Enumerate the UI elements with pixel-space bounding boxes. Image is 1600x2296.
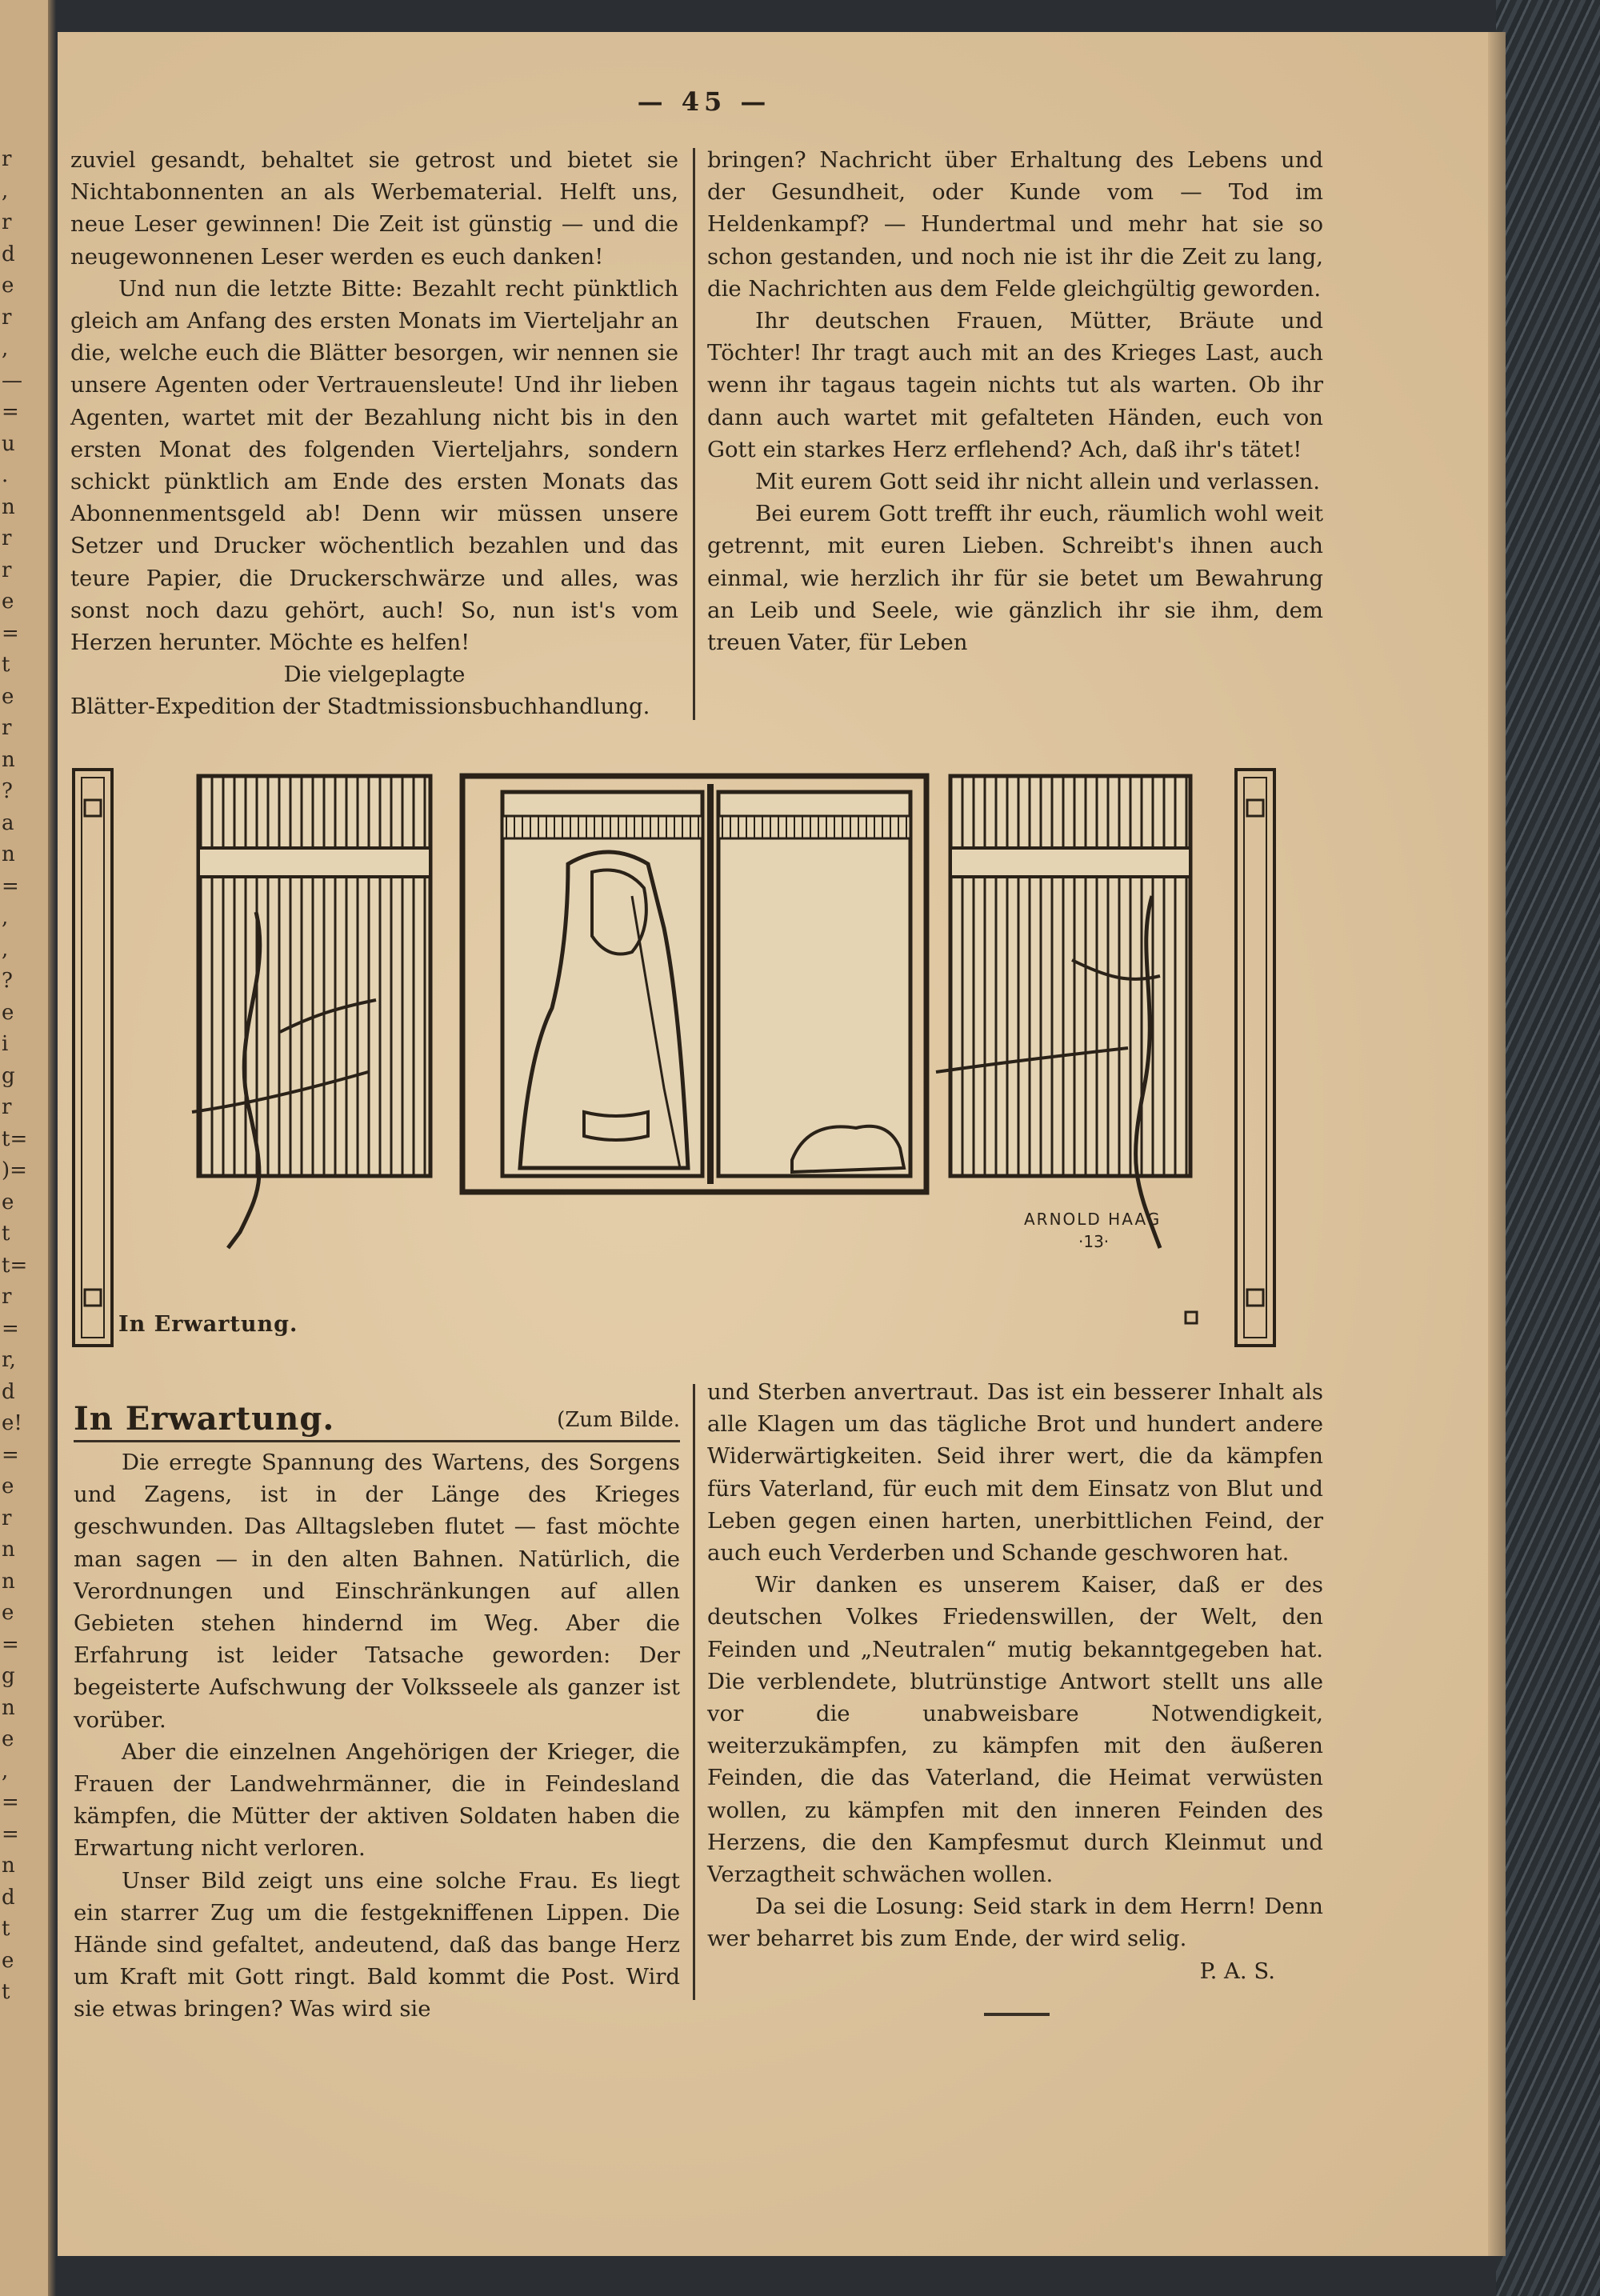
page-number: — 45 —: [637, 86, 771, 117]
column-rule: [693, 148, 695, 720]
paragraph: bringen? Nachricht über Erhaltung des Lebens und der Gesundheit, oder Kunde vom — Tod im Heldenkampf? — Hundertmal und mehr hat sie so schon gestanden, und noch nie ist ihr die Zeit zu lang, die Nachrichten aus dem Felde gleichgültig geworden.: [707, 147, 1323, 302]
window-scene-drawing: [72, 768, 1320, 1352]
author-initials: P. A. S.: [1199, 1958, 1275, 1984]
signature-line-2: Blätter-Expedition der Stadtmissionsbuchhandlung.: [70, 694, 650, 720]
article-header: [74, 1400, 680, 1442]
illustration-caption: In Erwartung.: [118, 1312, 298, 1337]
left-shutter: [192, 776, 430, 1248]
column-rule: [693, 1384, 695, 2000]
right-column: [707, 144, 1323, 658]
article-left-column: [74, 1446, 680, 2026]
left-ornament-panel: [74, 770, 112, 1346]
artist-year: ·13·: [1078, 1232, 1110, 1251]
paragraph: Da sei die Losung: Seid stark in dem Herrn! Denn wer beharret bis zum Ende, der wird selig.: [707, 1894, 1323, 1952]
paragraph: Aber die einzelnen Angehörigen der Krieger, die Frauen der Landwehrmänner, die in Feindesland kämpfen, die Mütter der aktiven Soldaten haben die Erwartung nicht verloren.: [74, 1738, 680, 1862]
right-ornament-panel: [1236, 770, 1274, 1346]
illustration: [72, 768, 1320, 1352]
paragraph: zuviel gesandt, behaltet sie getrost und bietet sie Nichtabonnenten an als Werbematerial. Helft uns, neue Leser gewinnen! Die Zeit ist günstig — und die neugewonnenen Leser werden es euch danken!: [70, 147, 678, 270]
book-binding: [1496, 0, 1600, 2296]
end-rule: [984, 2013, 1050, 2016]
corner-marker: [1186, 1312, 1197, 1323]
article-subtitle: (Zum Bilde.: [557, 1408, 680, 1432]
facing-page-edge: [0, 0, 56, 2296]
paragraph: Und nun die letzte Bitte: Bezahlt recht pünktlich gleich am Anfang des ersten Monats im Vierteljahr an die, welche euch die Blätter besorgen, wir nennen sie unsere Agenten oder Vertrauensleute! Und ihr lieben Agenten, wartet mit der Bezahlung nicht bis in den ersten Monat des folgenden Vierteljahrs, sondern schickt pünktlich am Ende des ersten Monats das Abonnenmentsgeld ab! Denn wir müssen unsere Setzer und Drucker wöchentlich bezahlen und das teure Papier, die Druckerschwärze und alles, was sonst noch dazu gehört, auch! So, nun ist's vom Herzen herunter. Möchte es helfen!: [70, 275, 678, 656]
paragraph: Mit eurem Gott seid ihr nicht allein und verlassen.: [755, 469, 1321, 495]
article-right-column: [707, 1376, 1323, 1987]
artist-signature: ARNOLD HAAG: [1024, 1210, 1162, 1229]
paragraph: Die erregte Spannung des Wartens, des Sorgens und Zagens, ist in der Länge des Krieges geschwunden. Das Alltagsleben flutet — fast möchte man sagen — in den alten Bahnen. Natürlich, die Verordnungen und Einschränkungen auf allen Gebieten stehen hindernd im Weg. Aber die Erfahrung ist leider Tatsache geworden: Der begeisterte Aufschwung der Volksseele als ganzer ist vorüber.: [74, 1450, 680, 1733]
left-column: [70, 144, 678, 723]
paragraph: Bei eurem Gott trefft ihr euch, räumlich wohl weit getrennt, mit euren Lieben. Schreibt's ihnen auch einmal, wie herzlich ihr für sie betet um Bewahrung an Leib und Seele, wie gänzlich ihr sie ihm, dem treuen Vater, für Leben: [707, 501, 1323, 656]
article-title: In Erwartung.: [74, 1400, 335, 1438]
page-edge: [1488, 32, 1506, 2256]
paragraph: Ihr deutschen Frauen, Mütter, Bräute und Töchter! Ihr tragt auch mit an des Krieges Last, auch wenn ihr tagaus tagein nichts tut als warten. Ob ihr dann auch wartet mit gefalteten Händen, euch von Gott ein starkes Herz erflehend? Ach, daß ihr's tätet!: [707, 308, 1323, 462]
signature-line-1: Die vielgeplagte: [283, 662, 466, 688]
right-shutter: [936, 776, 1190, 1248]
facing-page-text: r , r d e r , — = u . n r r e = t e r n ? a n = , , ? e i g r t= )= e t t= r = r, d e! = e r n n e = g n e , = = n d t e t: [2, 147, 28, 2004]
gutter-shadow: [48, 0, 56, 2296]
paragraph: Unser Bild zeigt uns eine solche Frau. Es liegt ein starrer Zug um die festgekniffenen Lippen. Die Hände sind gefaltet, andeutend, daß das bange Herz um Kraft mit Gott ringt. Bald kommt die Post. Wird sie etwas bringen? Was wird sie: [74, 1867, 680, 2022]
paragraph: und Sterben anvertraut. Das ist ein besserer Inhalt als alle Klagen um das tägliche Brot und hundert andere Widerwärtigkeiten. Seid ihrer wert, die da kämpfen fürs Vaterland, für euch mit dem Einsatz von Blut und Leben gegen einen harten, unerbittlichen Feind, der auch euch Verderben und Schande geschworen hat.: [707, 1379, 1323, 1566]
paragraph: Wir danken es unserem Kaiser, daß er des deutschen Volkes Friedenswillen, der Welt, den Feinden und „Neutralen“ mutig bekanntgegeben hat. Die verblendete, blutrünstige Antwort stellt uns alle vor die unabweisbare Notwendigkeit, weiterzukämpfen, zu kämpfen mit den äußeren Feinden, die das Vaterland, die Heimat verwüsten wollen, zu kämpfen mit den inneren Feinden des Herzens, die den Kampfesmut durch Kleinmut und Verzagtheit schwächen wollen.: [707, 1572, 1323, 1888]
